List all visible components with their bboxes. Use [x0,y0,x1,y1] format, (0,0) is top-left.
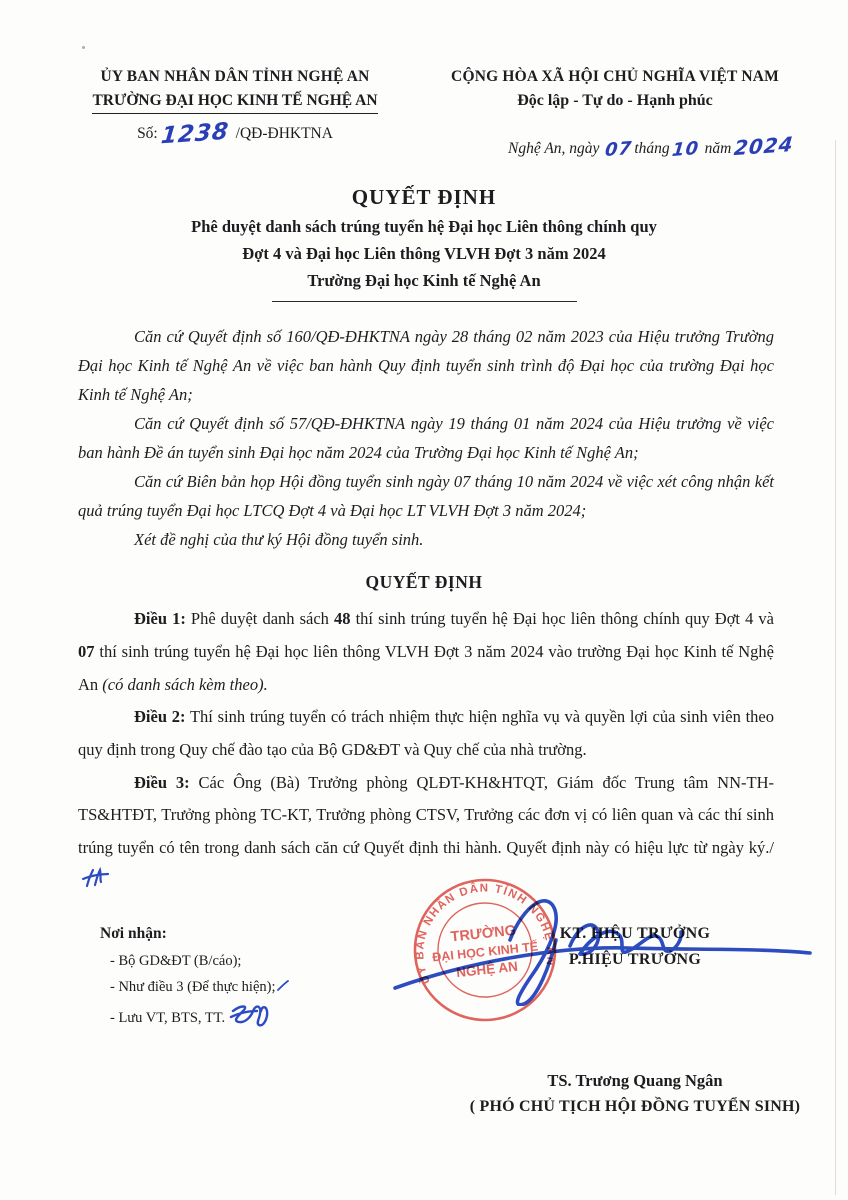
recipient-item: - Lưu VT, BTS, TT. [110,1001,370,1032]
number-suffix: /QĐ-ĐHKTNA [235,125,333,142]
date-month-word: tháng [634,140,670,157]
stamp-center-line-3: NGHỆ AN [455,958,519,981]
preamble-paragraph: Căn cứ Quyết định số 160/QĐ-ĐHKTNA ngày 28 tháng 02 năm 2023 của Hiệu trưởng Trường Đại học Kinh tế Nghệ An về việc ban hành Quy định tuyển sinh trình độ Đại học của trường Đại học Kinh tế Nghệ An; [78,327,774,405]
date-line [430,131,800,162]
article-2: Điều 2: Thí sinh trúng tuyển có trách nhiệm thực hiện nghĩa vụ và quyền lợi của sinh viên theo quy định trong Quy chế đào tạo của Bộ GD&ĐT và Quy chế của nhà trường. [78,707,774,759]
stamp-center-line-1: TRƯỜNG [449,922,517,946]
date-year-word: năm [704,140,732,157]
decision-heading: QUYẾT ĐỊNH [365,572,483,593]
scan-page-edge [835,140,836,1195]
document-subtitle-3: Trường Đại học Kinh tế Nghệ An [307,271,541,290]
handwritten-initials [229,1001,271,1031]
count-ltcq: 48 [334,609,351,629]
articles-section [78,603,774,897]
stamp-ring-text: ỦY BAN NHÂN DÂN TỈNH NGHỆ AN [414,882,557,986]
signer-role: ( PHÓ CHỦ TỊCH HỘI ĐỒNG TUYỂN SINH) [469,1098,801,1116]
signer-capacity: KT. HIỆU TRƯỞNG [559,925,711,943]
handwritten-signature [378,876,824,1006]
article-1: Điều 1: Phê duyệt danh sách 48 thí sinh trúng tuyển hệ Đại học liên thông chính quy Đợt 4 và 07 thí sinh trúng tuyển hệ Đại học liên thông VLVH Đợt 3 năm 2024 vào trường Đại học Kinh tế Nghệ An (có danh sách kèm theo). [78,609,774,694]
authority-parent-name: ỦY BAN NHÂN DÂN TỈNH NGHỆ AN [100,68,370,85]
issuing-authority-block [70,68,400,159]
handwritten-month: 10 [670,137,700,162]
recipient-item: - Bộ GD&ĐT (B/cáo); [110,953,242,970]
national-title: CỘNG HÒA XÃ HỘI CHỦ NGHĨA VIỆT NAM [451,68,779,85]
stamp-center-line-2: ĐẠI HỌC KINH TẾ [431,939,539,965]
article-1-label: Điều 1: [134,609,186,629]
number-prefix: Số: [137,125,158,142]
preamble-paragraph: Căn cứ Quyết định số 57/QĐ-ĐHKTNA ngày 19 tháng 01 năm 2024 của Hiệu trưởng về việc ban hành Đề án tuyển sinh Đại học năm 2024 của Trường Đại học Kinh tế Nghệ An; [78,414,774,463]
document-subtitle-1: Phê duyệt danh sách trúng tuyển hệ Đại học Liên thông chính quy [191,217,657,236]
count-vlvh: 07 [78,641,95,661]
title-divider [272,301,577,302]
document-subtitle-2: Đợt 4 và Đại học Liên thông VLVH Đợt 3 năm 2024 [242,244,606,263]
preamble-section [78,322,774,554]
national-motto: Độc lập - Tự do - Hạnh phúc [517,92,713,109]
preamble-paragraph: Xét đề nghị của thư ký Hội đồng tuyển sinh. [134,530,424,550]
recipients-block [100,925,370,1116]
document-title: QUYẾT ĐỊNH [351,185,497,209]
handwritten-day: 07 [604,137,634,162]
signer-position: P.HIỆU TRƯỞNG [568,951,702,969]
authority-name: TRƯỜNG ĐẠI HỌC KINH TẾ NGHỆ AN [70,92,400,114]
signer-name: TS. Trương Quang Ngân [547,1071,723,1091]
handwritten-year: 2024 [733,131,796,161]
national-motto-block [430,68,800,162]
date-prefix: Nghệ An, ngày [508,140,600,157]
document-number-line [70,118,400,150]
recipients-list [110,949,370,1031]
preamble-paragraph: Căn cứ Biên bản họp Hội đồng tuyển sinh ngày 07 tháng 10 năm 2024 về việc xét công nhận kết quả trúng tuyển Đại học LTCQ Đợt 4 và Đại học LT VLVH Đợt 3 năm 2024; [78,472,774,521]
title-block [0,185,848,302]
handwritten-document-number: 1238 [159,118,231,150]
article-3-label: Điều 3: [134,772,190,792]
attachment-note: (có danh sách kèm theo). [102,674,268,694]
handwritten-tick [276,979,290,993]
recipients-title: Nơi nhận: [100,925,167,943]
handwritten-paraph-ky [80,866,110,892]
document-header [0,0,848,162]
recipient-item: - Như điều 3 (Để thực hiện); [110,975,370,1001]
article-3: Điều 3: Các Ông (Bà) Trưởng phòng QLĐT-KH&HTQT, Giám đốc Trung tâm NN-TH-TS&HTĐT, Trưởng phòng TC-KT, Trưởng phòng CTSV, Trưởng các đơn vị có liên quan và các thí sinh trúng tuyển có tên trong danh sách căn cứ Quyết định thi hành. Quyết định này có hiệu lực từ ngày ký./ [78,767,774,898]
article-2-label: Điều 2: [134,707,186,727]
scan-speck [82,46,85,49]
